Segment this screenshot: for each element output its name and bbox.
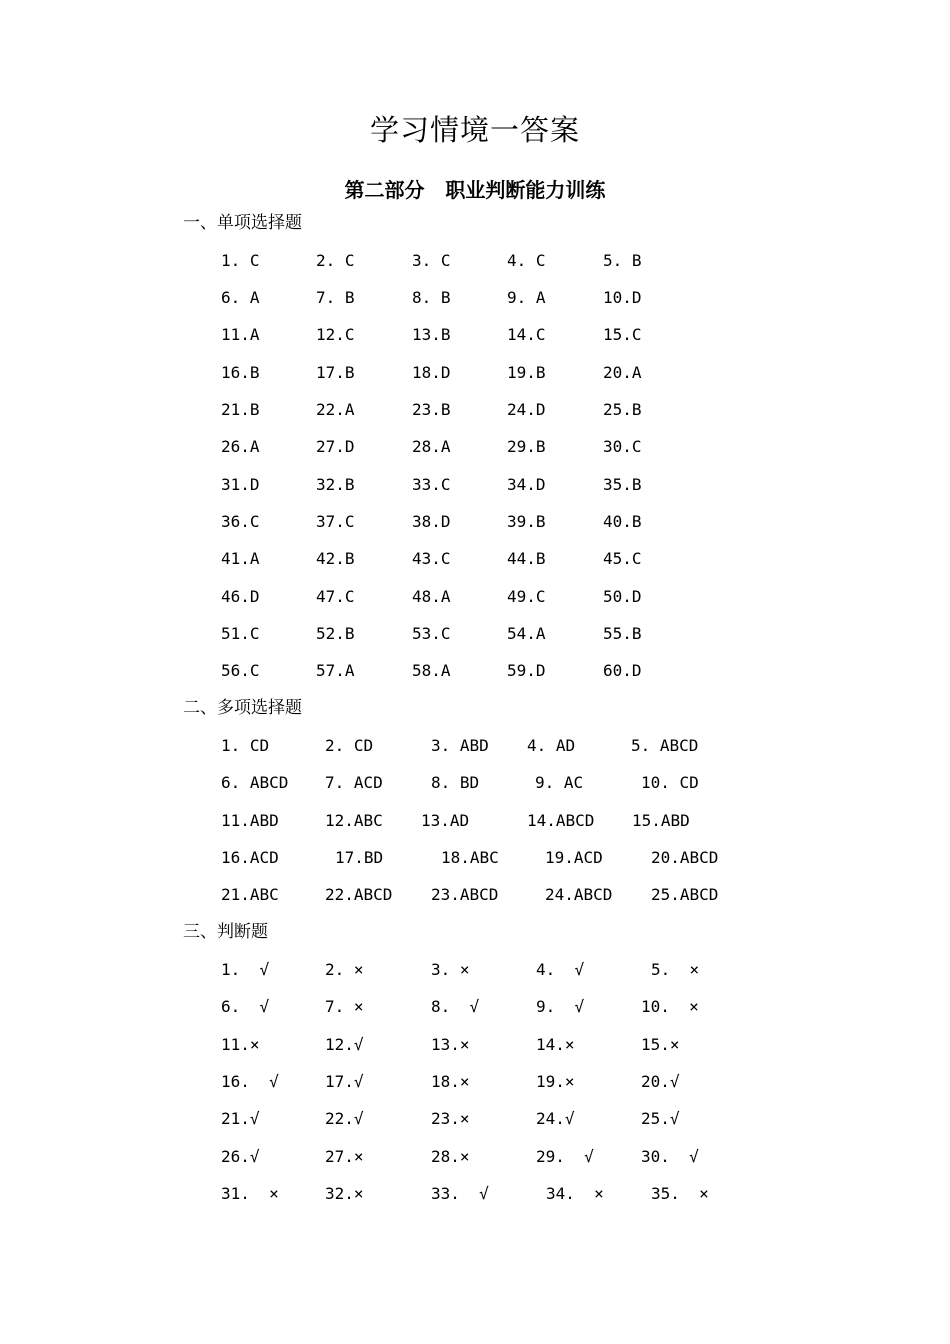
answer-item: 38.D [412, 512, 451, 531]
answer-item: 25.√ [641, 1109, 680, 1128]
answer-item: 23.ABCD [431, 885, 499, 904]
answer-item: 7. B [316, 288, 355, 307]
answer-row [221, 399, 781, 421]
answer-row [221, 810, 781, 832]
answer-item: 25.ABCD [651, 885, 719, 904]
answer-item: 26.√ [221, 1147, 260, 1166]
answer-item: 60.D [603, 661, 642, 680]
answer-item: 9. A [507, 288, 546, 307]
answer-item: 4. √ [536, 960, 585, 979]
answer-item: 25.B [603, 400, 642, 419]
answer-item: 47.C [316, 587, 355, 606]
answer-item: 19.ACD [545, 848, 603, 867]
answer-row [221, 996, 781, 1018]
answer-row [221, 1146, 781, 1168]
answer-item: 11.ABD [221, 811, 279, 830]
answer-item: 9. AC [535, 773, 584, 792]
answer-row [221, 884, 781, 906]
section-heading-multiple-choice: 二、多项选择题 [183, 698, 302, 718]
answer-row [221, 959, 781, 981]
answer-item: 2. CD [325, 736, 374, 755]
answer-item: 29.B [507, 437, 546, 456]
answer-item: 11.A [221, 325, 260, 344]
answer-item: 16.B [221, 363, 260, 382]
answer-item: 31.D [221, 475, 260, 494]
answer-item: 43.C [412, 549, 451, 568]
answer-item: 30. √ [641, 1147, 699, 1166]
answer-row [221, 1108, 781, 1130]
answer-item: 39.B [507, 512, 546, 531]
section-heading-true-false: 三、判断题 [183, 922, 268, 942]
answer-item: 2. × [325, 960, 364, 979]
answer-item: 53.C [412, 624, 451, 643]
answer-item: 27.× [325, 1147, 364, 1166]
answer-item: 14.ABCD [527, 811, 595, 830]
answer-item: 8. BD [431, 773, 480, 792]
answer-item: 29. √ [536, 1147, 594, 1166]
answer-item: 11.× [221, 1035, 260, 1054]
answer-item: 52.B [316, 624, 355, 643]
answer-item: 24.√ [536, 1109, 575, 1128]
answer-item: 5. × [651, 960, 700, 979]
answer-item: 5. B [603, 251, 642, 270]
answer-item: 33.C [412, 475, 451, 494]
answer-item: 28.A [412, 437, 451, 456]
answer-row [221, 250, 781, 272]
answer-item: 13.× [431, 1035, 470, 1054]
answer-item: 35. × [651, 1184, 709, 1203]
answer-item: 10.D [603, 288, 642, 307]
answer-item: 3. C [412, 251, 451, 270]
answer-item: 8. B [412, 288, 451, 307]
answer-item: 37.C [316, 512, 355, 531]
answer-item: 46.D [221, 587, 260, 606]
answer-item: 51.C [221, 624, 260, 643]
answer-item: 24.ABCD [545, 885, 613, 904]
answer-row [221, 436, 781, 458]
answer-item: 21.ABC [221, 885, 279, 904]
answer-item: 13.AD [421, 811, 470, 830]
answer-item: 45.C [603, 549, 642, 568]
answer-item: 34.D [507, 475, 546, 494]
answer-item: 44.B [507, 549, 546, 568]
answer-item: 7. × [325, 997, 364, 1016]
answer-item: 6. A [221, 288, 260, 307]
answer-item: 4. C [507, 251, 546, 270]
answer-item: 23.× [431, 1109, 470, 1128]
answer-item: 32.B [316, 475, 355, 494]
answer-row [221, 735, 781, 757]
answer-row [221, 511, 781, 533]
answer-item: 22.ABCD [325, 885, 393, 904]
answer-item: 54.A [507, 624, 546, 643]
answer-item: 58.A [412, 661, 451, 680]
answer-item: 14.× [536, 1035, 575, 1054]
answer-item: 7. ACD [325, 773, 383, 792]
answer-item: 24.D [507, 400, 546, 419]
answer-item: 22.A [316, 400, 355, 419]
answer-item: 21.B [221, 400, 260, 419]
answer-item: 3. × [431, 960, 470, 979]
answer-item: 56.C [221, 661, 260, 680]
answer-item: 23.B [412, 400, 451, 419]
answer-item: 17.BD [335, 848, 384, 867]
answer-item: 50.D [603, 587, 642, 606]
section-heading-single-choice: 一、单项选择题 [183, 213, 302, 233]
answer-row [221, 324, 781, 346]
answer-item: 20.A [603, 363, 642, 382]
answer-item: 8. √ [431, 997, 480, 1016]
answer-item: 10. CD [641, 773, 699, 792]
answer-item: 19.B [507, 363, 546, 382]
answer-item: 27.D [316, 437, 355, 456]
answer-item: 32.× [325, 1184, 364, 1203]
answer-item: 16.ACD [221, 848, 279, 867]
answer-item: 5. ABCD [631, 736, 699, 755]
answer-row [221, 474, 781, 496]
answer-item: 4. AD [527, 736, 576, 755]
answer-item: 35.B [603, 475, 642, 494]
answer-item: 49.C [507, 587, 546, 606]
answer-item: 6. √ [221, 997, 270, 1016]
answer-row [221, 1071, 781, 1093]
answer-item: 2. C [316, 251, 355, 270]
answer-item: 17.√ [325, 1072, 364, 1091]
answer-item: 18.D [412, 363, 451, 382]
answer-item: 3. ABD [431, 736, 489, 755]
answer-row [221, 772, 781, 794]
answer-row [221, 287, 781, 309]
answer-item: 9. √ [536, 997, 585, 1016]
answer-row [221, 548, 781, 570]
answer-item: 12.C [316, 325, 355, 344]
answer-item: 28.× [431, 1147, 470, 1166]
answer-item: 10. × [641, 997, 699, 1016]
answer-item: 57.A [316, 661, 355, 680]
answer-row [221, 660, 781, 682]
answer-item: 15.C [603, 325, 642, 344]
answer-item: 22.√ [325, 1109, 364, 1128]
answer-item: 1. CD [221, 736, 270, 755]
answer-row [221, 1183, 781, 1205]
answer-item: 36.C [221, 512, 260, 531]
answer-row [221, 362, 781, 384]
answer-item: 15.ABD [632, 811, 690, 830]
answer-item: 12.ABC [325, 811, 383, 830]
answer-item: 16. √ [221, 1072, 279, 1091]
answer-item: 15.× [641, 1035, 680, 1054]
answer-item: 17.B [316, 363, 355, 382]
answer-item: 21.√ [221, 1109, 260, 1128]
answer-item: 42.B [316, 549, 355, 568]
answer-item: 12.√ [325, 1035, 364, 1054]
answer-item: 14.C [507, 325, 546, 344]
answer-item: 59.D [507, 661, 546, 680]
answer-item: 41.A [221, 549, 260, 568]
answer-item: 40.B [603, 512, 642, 531]
answer-item: 19.× [536, 1072, 575, 1091]
page-title: 学习情境一答案 [369, 113, 580, 147]
answer-item: 33. √ [431, 1184, 489, 1203]
answer-item: 48.A [412, 587, 451, 606]
answer-item: 31. × [221, 1184, 279, 1203]
answer-item: 26.A [221, 437, 260, 456]
answer-item: 20.√ [641, 1072, 680, 1091]
answer-row [221, 847, 781, 869]
answer-item: 18.ABC [441, 848, 499, 867]
answer-item: 6. ABCD [221, 773, 289, 792]
answer-item: 20.ABCD [651, 848, 719, 867]
answer-item: 1. √ [221, 960, 270, 979]
answer-item: 30.C [603, 437, 642, 456]
page-subtitle: 第二部分 职业判断能力训练 [344, 178, 606, 202]
answer-item: 18.× [431, 1072, 470, 1091]
answer-item: 13.B [412, 325, 451, 344]
answer-item: 1. C [221, 251, 260, 270]
answer-item: 34. × [546, 1184, 604, 1203]
answer-row [221, 1034, 781, 1056]
answer-row [221, 586, 781, 608]
answer-row [221, 623, 781, 645]
answer-item: 55.B [603, 624, 642, 643]
